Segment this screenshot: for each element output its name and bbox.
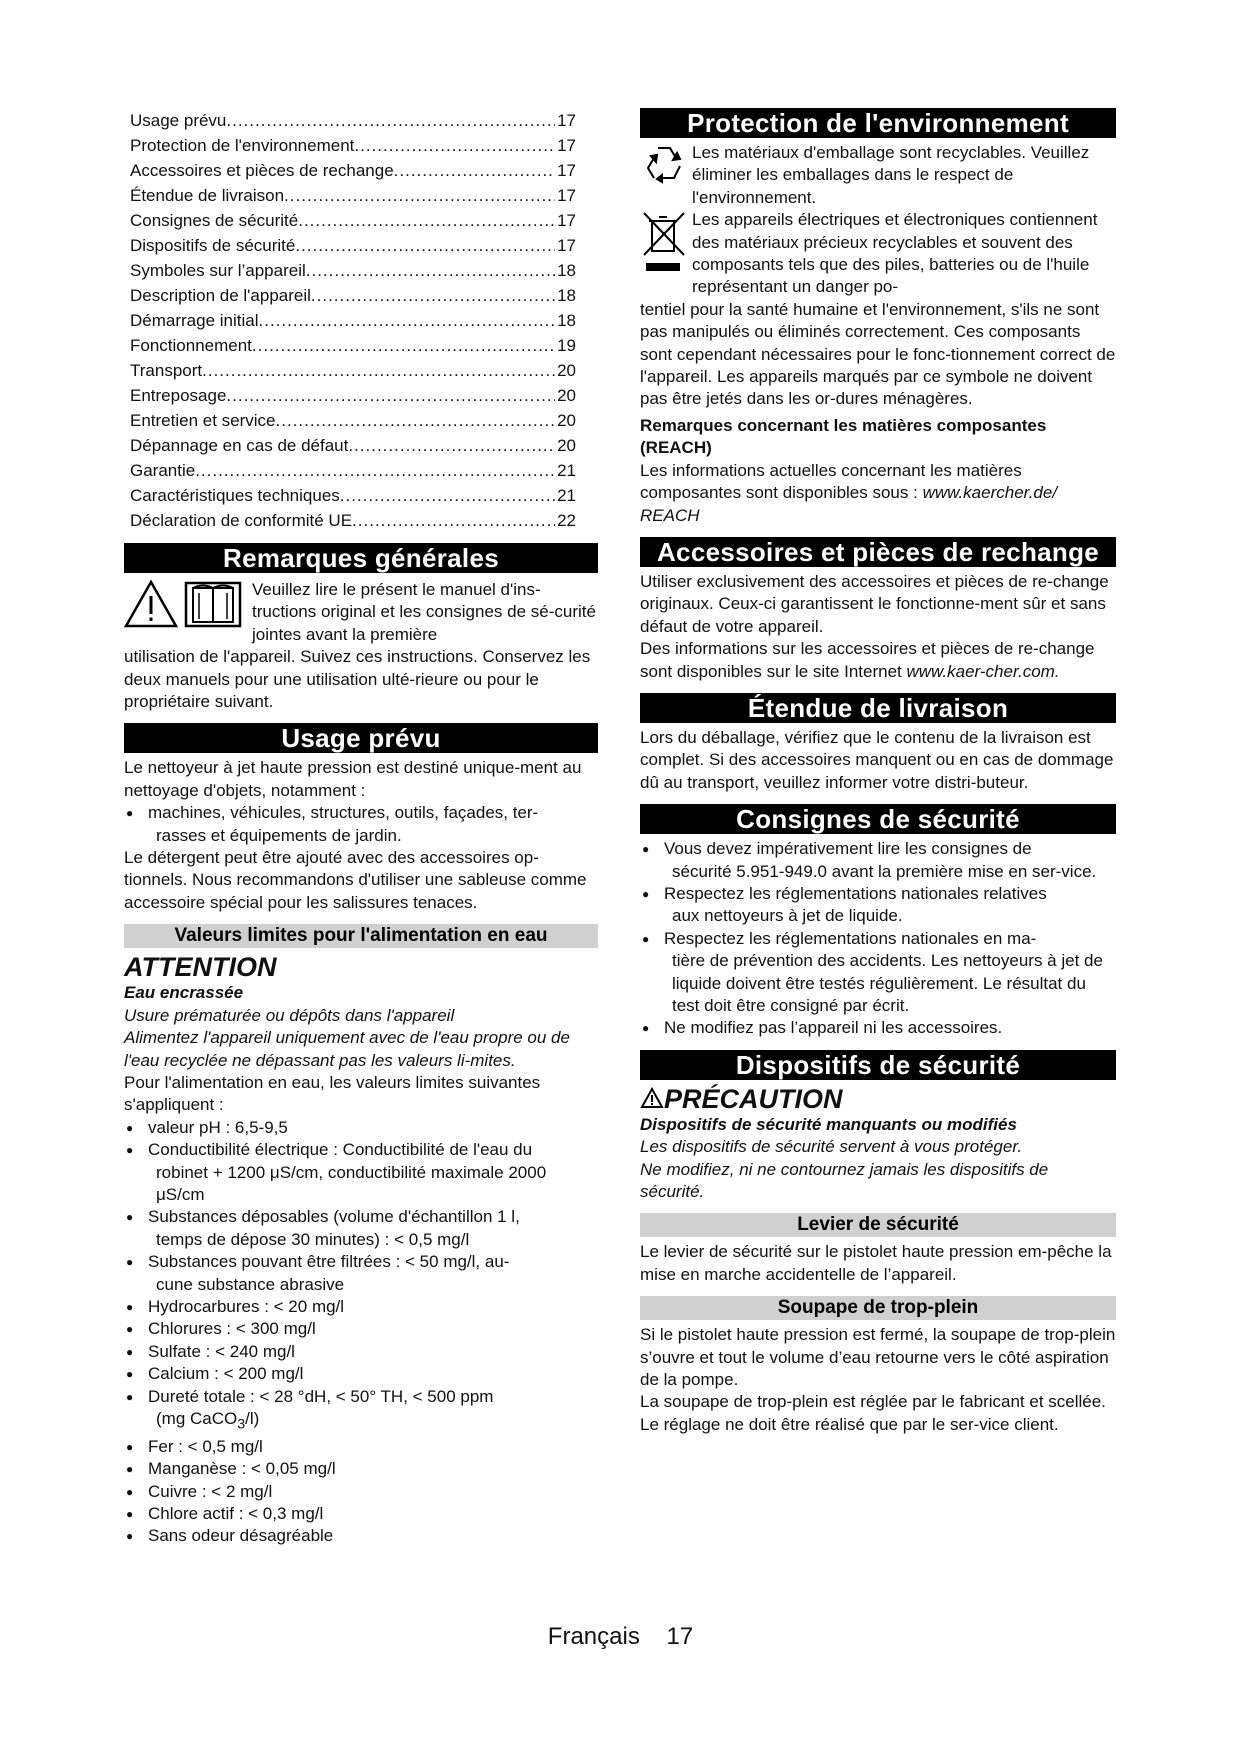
toc-leader [354, 133, 555, 158]
soupape-text-2: La soupape de trop-plein est réglée par le fabricant et scellée. Le réglage ne doit être réalisé que par le ser-vice client. [640, 1392, 1106, 1434]
valeurs-list [124, 1117, 598, 1386]
heading-levier-securite: Levier de sécurité [640, 1213, 1116, 1237]
list-item: ● Chlore actif : < 0,3 mg/l [124, 1503, 598, 1525]
table-of-contents [130, 108, 598, 533]
toc-leader [195, 458, 555, 483]
heading-remarques-generales: Remarques générales [124, 543, 598, 573]
toc-row[interactable] [130, 283, 576, 308]
toc-title: Protection de l'environnement [130, 136, 355, 155]
warning-triangle-icon [640, 1087, 664, 1109]
toc-title: Dépannage en cas de défaut [130, 436, 349, 455]
toc-row[interactable] [130, 383, 576, 408]
heading-consignes-securite: Consignes de sécurité [640, 804, 1116, 834]
list-item: ● Manganèse : < 0,05 mg/l [124, 1458, 598, 1480]
remarques-intro [124, 577, 598, 646]
toc-page: 17 [557, 186, 576, 205]
toc-row[interactable] [130, 258, 576, 283]
toc-leader [306, 258, 555, 283]
toc-leader [394, 158, 555, 183]
heading-soupape: Soupape de trop-plein [640, 1296, 1116, 1320]
warning-triangle-icon [124, 579, 178, 629]
toc-leader [340, 483, 555, 508]
toc-page: 20 [557, 436, 576, 455]
toc-row[interactable] [130, 108, 576, 133]
list-item: ● Substances déposables (volume d'échantillon 1 l, temps de dépose 30 minutes) : < 0,5 mg/l [124, 1206, 598, 1251]
levier-text: Le levier de sécurité sur le pistolet haute pression em-pêche la mise en marche accidentelle de l’appareil. [640, 1242, 1112, 1284]
warning-icons [124, 577, 242, 629]
remarques-text-1: Veuillez lire le présent le manuel d'ins-tructions original et les consignes de sé-curité jointes avant la première [252, 580, 596, 644]
toc-title: Garantie [130, 461, 196, 480]
reach-title: Remarques concernant les matières composantes (REACH) [640, 415, 1047, 458]
toc-row[interactable] [130, 408, 576, 433]
toc-page: 20 [557, 361, 576, 380]
reach-text: Les informations actuelles concernant les matières composantes sont disponibles sous : www.kaercher.de/ REACH [640, 460, 1058, 525]
weee-text-1: Les appareils électriques et électroniques contiennent des matériaux précieux recyclables et souvent des composants tels que des piles, batteries ou de l'huile représentant un danger po- [692, 210, 1098, 297]
toc-page: 17 [557, 111, 576, 130]
toc-leader [202, 358, 555, 383]
toc-row[interactable] [130, 333, 576, 358]
precaution-italic-2: Ne modifiez, ni ne contournez jamais les dispositifs de sécurité. [640, 1159, 1049, 1202]
accessoires-text-1: Utiliser exclusivement des accessoires et pièces de re-change originaux. Ceux-ci garantissent le fonctionne-ment sûr et sans défaut de votre appareil. [640, 571, 1109, 636]
etendue-text: Lors du déballage, vérifiez que le contenu de la livraison est complet. Si des accessoires manquent ou en cas de dommage dû au transport, veuillez informer votre distri-buteur. [640, 727, 1114, 792]
usage-intro: Le nettoyeur à jet haute pression est destiné unique-ment au nettoyage d'objets, notamment : [124, 758, 582, 800]
toc-title: Usage prévu [130, 111, 227, 130]
list-item: ● Chlorures : < 300 mg/l [124, 1318, 598, 1340]
toc-leader [226, 108, 555, 133]
list-item: ● Vous devez impérativement lire les consignes de sécurité 5.951-949.0 avant la première mise en ser-vice. [640, 838, 1116, 883]
list-item: ● Respectez les réglementations nationales relatives aux nettoyeurs à jet de liquide. [640, 883, 1116, 928]
reach-link[interactable]: www.kaercher.de/ REACH [640, 483, 1058, 525]
toc-title: Symboles sur l’appareil [130, 261, 306, 280]
toc-page: 17 [557, 236, 576, 255]
toc-row[interactable] [130, 158, 576, 183]
toc-title: Dispositifs de sécurité [130, 236, 296, 255]
list-item: ● machines, véhicules, structures, outils, façades, ter- rasses et équipements de jardin. [124, 802, 598, 847]
toc-page: 20 [557, 411, 576, 430]
valeurs-intro: Pour l'alimentation en eau, les valeurs limites suivantes s'appliquent : [124, 1072, 541, 1115]
toc-leader [252, 333, 555, 358]
toc-title: Fonctionnement [130, 336, 252, 355]
attention-label: ATTENTION [124, 952, 277, 983]
list-item: ● valeur pH : 6,5-9,5 [124, 1117, 598, 1139]
page-footer [0, 1623, 1241, 1651]
toc-row[interactable] [130, 233, 576, 258]
kaercher-link[interactable]: www.kaer-cher.com. [906, 661, 1060, 681]
toc-leader [298, 208, 555, 233]
toc-title: Description de l'appareil [130, 286, 311, 305]
toc-title: Accessoires et pièces de rechange [130, 161, 394, 180]
recycle-icon [640, 142, 688, 186]
list-item: ● Conductibilité électrique : Conductibilité de l'eau du robinet + 1200 μS/cm, conductibilité maximale 2000 μS/cm [124, 1139, 598, 1206]
toc-row[interactable] [130, 458, 576, 483]
toc-title: Caractéristiques techniques [130, 486, 340, 505]
list-item: ● Respectez les réglementations nationales en ma- tière de prévention des accidents. Les nettoyeurs à jet de liquide doivent être testés régulièrement. Le résultat du test doit être consigné par écrit. [640, 928, 1116, 1018]
toc-title: Démarrage initial [130, 311, 259, 330]
usage-detergent: Le détergent peut être ajouté avec des accessoires op-tionnels. Nous recommandons d'utiliser une sableuse comme accessoire spécial pour les salissures tenaces. [124, 848, 587, 912]
toc-page: 21 [557, 486, 576, 505]
toc-page: 20 [557, 386, 576, 405]
consignes-list [640, 838, 1116, 1040]
toc-page: 22 [557, 511, 576, 530]
precaution-italic-1: Les dispositifs de sécurité servent à vous protéger. [640, 1137, 1023, 1157]
eau-encrassee-title: Eau encrassée [124, 983, 244, 1003]
toc-page: 18 [557, 286, 576, 305]
toc-row[interactable] [130, 133, 576, 158]
toc-page: 18 [557, 311, 576, 330]
precaution-subtitle: Dispositifs de sécurité manquants ou modifiés [640, 1114, 1017, 1134]
list-item: ● Cuivre : < 2 mg/l [124, 1481, 598, 1503]
toc-title: Étendue de livraison [130, 186, 285, 205]
valeurs-italic-2: Alimentez l'appareil uniquement avec de l'eau propre ou de l'eau recyclée ne dépassant pas les valeurs li-mites. [124, 1028, 570, 1070]
toc-row[interactable] [130, 183, 576, 208]
heading-valeurs-limites: Valeurs limites pour l'alimentation en eau [124, 924, 598, 948]
valeurs-list-2 [124, 1436, 598, 1548]
toc-leader [259, 308, 556, 333]
toc-row[interactable] [130, 433, 576, 458]
left-column [124, 108, 598, 1548]
toc-title: Entreposage [130, 386, 227, 405]
list-item: ● Hydrocarbures : < 20 mg/l [124, 1296, 598, 1318]
list-item: ● Sans odeur désagréable [124, 1525, 598, 1547]
durete-list [124, 1386, 598, 1436]
toc-leader [311, 283, 555, 308]
toc-leader [295, 233, 555, 258]
toc-page: 21 [557, 461, 576, 480]
heading-usage-prevu: Usage prévu [124, 723, 598, 753]
toc-leader [284, 183, 555, 208]
toc-title: Déclaration de conformité UE [130, 511, 353, 530]
toc-title: Consignes de sécurité [130, 211, 299, 230]
list-item: ● Ne modifiez pas l’appareil ni les accessoires. [640, 1017, 1116, 1039]
footer-language: Français [547, 1623, 640, 1650]
toc-row[interactable] [130, 308, 576, 333]
footer-page-number: 17 [666, 1623, 694, 1650]
list-item: ● Dureté totale : < 28 °dH, < 50° TH, < 500 ppm (mg CaCO$_3$/l) [124, 1386, 598, 1436]
right-column [640, 108, 1116, 1436]
toc-page: 19 [557, 336, 576, 355]
toc-leader [348, 433, 555, 458]
remarques-text-2: utilisation de l'appareil. Suivez ces instructions. Conservez les deux manuels pour une utilisation ulté-rieure ou pour le propriétaire suivant. [124, 647, 591, 712]
list-item: ● Calcium : < 200 mg/l [124, 1363, 598, 1385]
toc-page: 18 [557, 261, 576, 280]
toc-row[interactable] [130, 508, 576, 533]
toc-title: Transport [130, 361, 203, 380]
heading-accessoires: Accessoires et pièces de rechange [640, 537, 1116, 567]
list-item: ● Substances pouvant être filtrées : < 50 mg/l, au- cune substance abrasive [124, 1251, 598, 1296]
toc-page: 17 [557, 211, 576, 230]
heading-protection-environnement: Protection de l'environnement [640, 108, 1116, 138]
toc-leader [226, 383, 555, 408]
toc-row[interactable] [130, 358, 576, 383]
toc-page: 17 [557, 136, 576, 155]
accessoires-text-2: Des informations sur les accessoires et pièces de re-change sont disponibles sur le site Internet www.kaer-cher.com. [640, 639, 1095, 681]
recycle-text: Les matériaux d'emballage sont recyclables. Veuillez éliminer les emballages dans le respect de l'environnement. [692, 143, 1090, 207]
heading-etendue-livraison: Étendue de livraison [640, 693, 1116, 723]
soupape-text-1: Si le pistolet haute pression est fermé, la soupape de trop-plein s’ouvre et tout le volume d’eau retourne vers le côté aspiration de la pompe. [640, 1325, 1116, 1390]
valeurs-italic-1: Usure prématurée ou dépôts dans l'appareil [124, 1005, 455, 1025]
list-item: ● Fer : < 0,5 mg/l [124, 1436, 598, 1458]
toc-leader [352, 508, 555, 533]
toc-title: Entretien et service [130, 411, 276, 430]
toc-leader [276, 408, 556, 433]
crossed-bin-icon [640, 209, 688, 275]
heading-dispositifs-securite: Dispositifs de sécurité [640, 1050, 1116, 1080]
manual-book-icon [184, 579, 242, 629]
toc-row[interactable] [130, 483, 576, 508]
precaution-label: PRÉCAUTION [640, 1084, 1116, 1114]
usage-list [124, 802, 598, 847]
recycle-block [640, 142, 1116, 209]
weee-text-2: tentiel pour la santé humaine et l'environnement, s'ils ne sont pas manipulés ou éliminés correctement. Ces composants sont cependant nécessaires pour le fonc-tionnement correct de l'appareil. Les appareils marqués par ce symbole ne doivent pas être jetés dans les or-dures ménagères. [640, 299, 1116, 409]
toc-page: 17 [557, 161, 576, 180]
toc-row[interactable] [130, 208, 576, 233]
weee-block [640, 209, 1116, 299]
list-item: ● Sulfate : < 240 mg/l [124, 1341, 598, 1363]
